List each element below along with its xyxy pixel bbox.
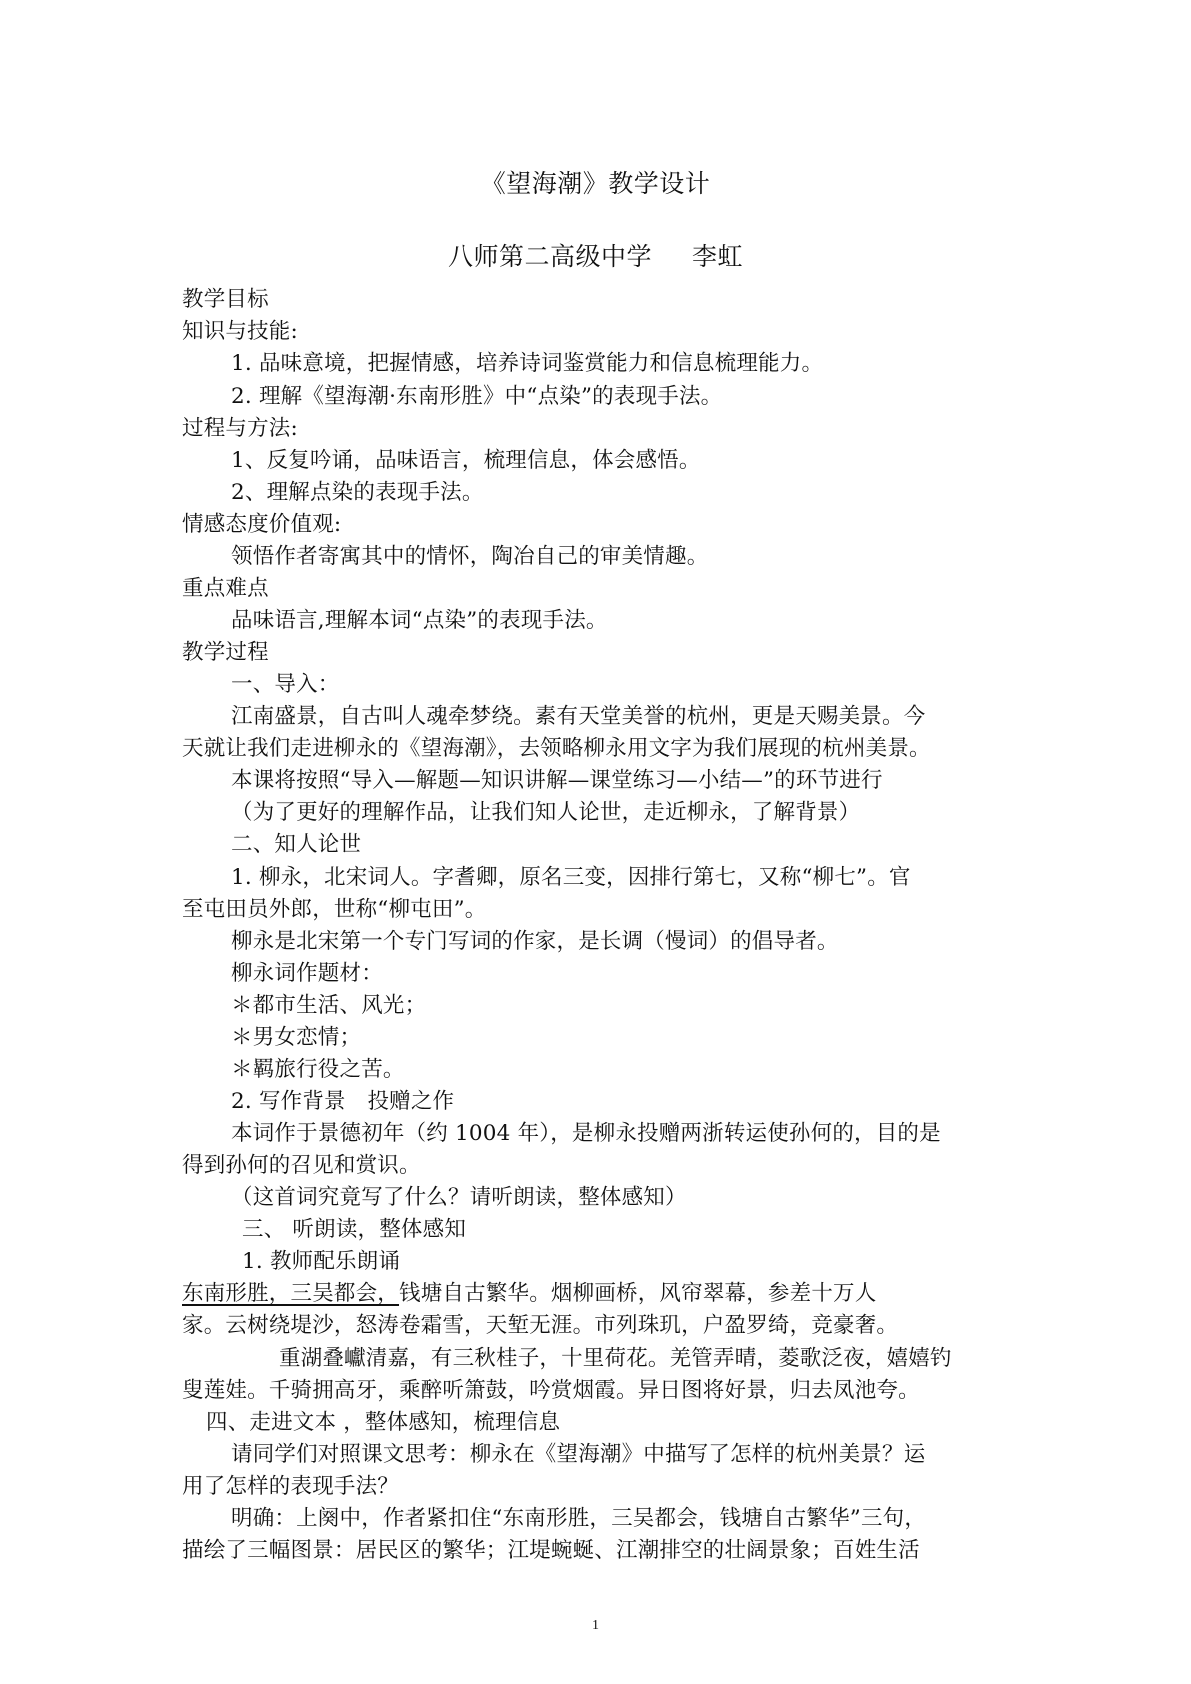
school-name: 八师第二高级中学 bbox=[447, 242, 652, 271]
text-line: 1. 品味意境，把握情感，培养诗词鉴赏能力和信息梳理能力。 bbox=[231, 351, 824, 376]
heading-key-points: 重点难点 bbox=[182, 576, 269, 601]
text-line: 描绘了三幅图景：居民区的繁华；江堤蜿蜒、江潮排空的壮阔景象；百姓生活 bbox=[182, 1538, 920, 1563]
text-line: （为了更好的理解作品，让我们知人论世，走近柳永，了解背景） bbox=[231, 800, 861, 825]
text-line: 请同学们对照课文思考：柳永在《望海潮》中描写了怎样的杭州美景？运 bbox=[231, 1442, 926, 1467]
text-line: 2、理解点染的表现手法。 bbox=[231, 480, 484, 505]
page-number: 1 bbox=[592, 1618, 599, 1633]
poem-text: 钱塘自古繁华。烟柳画桥，风帘翠幕，参差十万人 bbox=[399, 1281, 877, 1306]
text-line: 本课将按照“导入—解题—知识讲解—课堂练习—小结—”的环节进行 bbox=[231, 768, 883, 793]
poem-line: 重湖叠巘清嘉，有三秋桂子，十里荷花。羌管弄晴，菱歌泛夜，嬉嬉钓 bbox=[279, 1346, 952, 1371]
list-item: ＊都市生活、风光； bbox=[231, 993, 427, 1018]
text-line: 至屯田员外郎，世称“柳屯田”。 bbox=[182, 897, 487, 922]
text-line: 品味语言,理解本词“点染”的表现手法。 bbox=[231, 608, 608, 633]
poem-line: 家。云树绕堤沙，怒涛卷霜雪，天堑无涯。市列珠玑，户盈罗绮，竞豪奢。 bbox=[182, 1313, 899, 1338]
heading-teaching-process: 教学过程 bbox=[182, 640, 269, 665]
text-line: 1. 教师配乐朗诵 bbox=[242, 1249, 401, 1274]
text-line: 1. 柳永，北宋词人。字耆卿，原名三变，因排行第七，又称“柳七”。官 bbox=[231, 865, 911, 890]
text-line: 二、知人论世 bbox=[231, 832, 362, 857]
text-line: 三、 听朗读，整体感知 bbox=[242, 1217, 467, 1242]
text-line: 江南盛景，自古叫人魂牵梦绕。素有天堂美誉的杭州，更是天赐美景。今 bbox=[231, 704, 926, 729]
author-line bbox=[0, 237, 1191, 273]
text-line: （这首词究竟写了什么？请听朗读，整体感知） bbox=[231, 1185, 687, 1210]
text-line: 1、反复吟诵，品味语言，梳理信息，体会感悟。 bbox=[231, 448, 701, 473]
text-line: 一、导入： bbox=[231, 672, 340, 697]
text-line: 明确：上阕中，作者紧扣住“东南形胜，三吴都会，钱塘自古繁华”三句， bbox=[231, 1506, 927, 1531]
text-line: 2. 理解《望海潮·东南形胜》中“点染”的表现手法。 bbox=[231, 384, 723, 409]
poem-line bbox=[182, 1280, 876, 1308]
text-line: 知识与技能: bbox=[182, 319, 298, 344]
text-line: 用了怎样的表现手法？ bbox=[182, 1474, 400, 1499]
poem-underlined-text: 东南形胜，三吴都会， bbox=[182, 1281, 400, 1306]
text-line: 情感态度价值观: bbox=[182, 512, 342, 537]
text-line: 得到孙何的召见和赏识。 bbox=[182, 1153, 421, 1178]
text-line: 领悟作者寄寓其中的情怀，陶冶自己的审美情趣。 bbox=[231, 544, 709, 569]
text-line: 柳永词作题材： bbox=[231, 961, 383, 986]
heading-teaching-goals: 教学目标 bbox=[182, 287, 269, 312]
text-line: 过程与方法: bbox=[182, 416, 298, 441]
text-line: 天就让我们走进柳永的《望海潮》，去领略柳永用文字为我们展现的杭州美景。 bbox=[182, 736, 931, 761]
list-item: ＊羁旅行役之苦。 bbox=[231, 1057, 405, 1082]
poem-line: 叟莲娃。千骑拥高牙，乘醉听箫鼓，吟赏烟霞。异日图将好景，归去凤池夸。 bbox=[182, 1378, 920, 1403]
author-name: 李虹 bbox=[692, 242, 744, 271]
list-item: ＊男女恋情； bbox=[231, 1025, 362, 1050]
text-line: 2. 写作背景 投赠之作 bbox=[231, 1089, 455, 1114]
text-line: 柳永是北宋第一个专门写词的作家，是长调（慢词）的倡导者。 bbox=[231, 929, 839, 954]
text-line: 本词作于景德初年（约 1004 年），是柳永投赠两浙转运使孙何的，目的是 bbox=[231, 1121, 941, 1146]
document-title: 《望海潮》教学设计 bbox=[480, 169, 711, 198]
text-line: 四、走进文本 ，整体感知，梳理信息 bbox=[206, 1410, 561, 1435]
